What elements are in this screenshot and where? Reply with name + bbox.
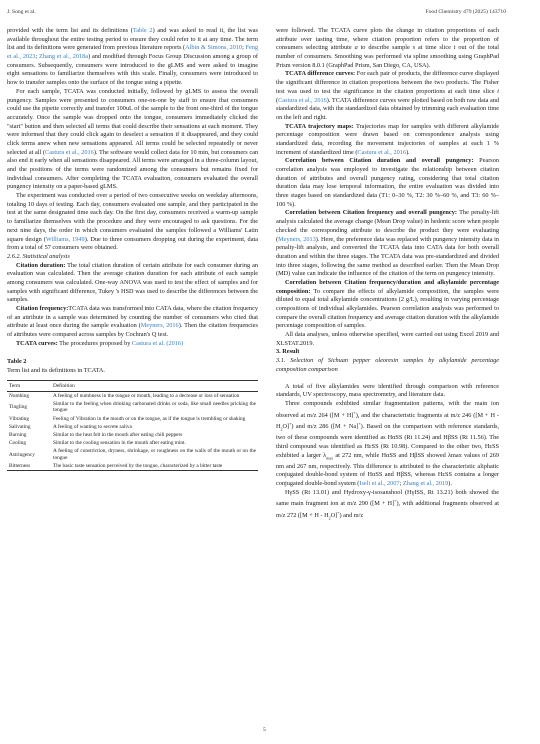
run-in-heading: TCATA difference curves: [285,70,356,78]
running-header-author: J. Song et al. [7,9,36,15]
paragraph: The experiment was conducted over a period of two consecutive weeks on weekday afternoons, totaling 10 days of testing. Each day, consumers evaluated one sample, and they participated in the test at the same designated time each day. On the first day, consumers received a warm-up sample to familiarize themselves with the procedure and they were encouraged to ask questions. For the next nine days, the order in which consumers evaluated the samples followed a Williams' Latin square design (Williams, 1949). Due to three consumers dropping out during the experiment, data from a total of 57 consumers were obtained. [7,192,258,252]
definition-cell: A feeling of wanting to secrete saliva [53,423,132,430]
term-cell: Burning [9,432,27,439]
citation-link[interactable]: Williams, 1949 [45,235,85,243]
paragraph [7,262,258,305]
citation-link[interactable]: Meyners, 2013 [278,235,316,243]
paragraph-body: Trajectories map for samples with different alkylamide percentage composition were drawn based on correspondence analysis using standardized data, recording the movement trajectories of samples at each 1 % increment of standardized time (Castura et al., 2016). [276,122,499,156]
citation-link[interactable]: Zhang et al., 2018a [39,53,89,61]
paragraph: All data analyses, unless otherwise specified, were carried out using Excel 2019 and XLSTAT.2019. [276,331,499,347]
superscript: + [337,510,340,516]
paragraph-body: To compare the effects of alkylamide composition, the samples were diluted to equal total alkylamide concentrations (2 g/L), resulting in varying percentage compositions of individual alkylamides. Pearson correlation analysis was performed to compare the overall citation frequency and average citation duration with the alkylamide percentage composition of samples. [276,287,499,330]
run-in-heading: Correlation between Citation frequency/duration and alkylamide percentage composition: [276,278,499,295]
left-column [7,27,258,471]
paragraph: A total of five alkylamides were identified through comparison with reference standards, UV spectroscopy, mass spectrometry, and literature data. [276,382,499,399]
paragraph: provided with the term list and its definitions (Table 2) and was asked to read it, the list was available throughout the entire testing period to ensure they could refer to it at any time. The term list and its definitions were generated from previous literature reports (Albin & Simons, 2010; Feng et al., 2023; Zhang et al., 2018a) and modified through Focus Group Discussion among a group of consumers. Subsequently, consumers were introduced to the gLMS and were asked to imagine eight sensations to familiarize themselves with this scale. Finally, consumers were introduced to how to transfer samples onto the surface of the tongue using a pipette. [7,27,259,87]
paragraph: Three compounds exhibited similar fragmentation patterns, with the main ion observed at m/z 264 ([M + H]+), and the characteristic fragments at m/z 246 $([M + H - H_2O]^+)$ and m/z 286 ([M + Na]+). Based on the comparison with reference standards, two of these compounds were identified as HαSS (Rt 11.24) and HβSS (Rt 11.56). The third compound was identified as HεSS (Rt 10.98). Compared to the other two, HεSS exhibited a larger $\lambda_{max}$ at 272 nm, while HαSS and HβSS showed λmax values of 269 nm and 267 nm, respectively. This difference is attributed to the characteristic aliphatic conjugated double-bond system of HαSS and HβSS, whereas HεSS contains a longer conjugated double-bond system (Iseli et al., 2007; Zhang et al., 2019). [276,399,499,488]
paragraph-body: The penalty-lift analysis calculated the average change (Mean Drop value) in hedonic score when people checked the corresponding attribute to describe the product they were evaluating (Meyners, 2013). Here, the preference data was replaced with pungency intensity data in penalty-lift analysis, and converted the TCATA data into CATA data for both overall duration and within the three stages. The TCATA data was pre-standardized and divided into three stages, following the same method as described earlier. Then the Mean Drop (MD) value can indicate the influence of the citation of the term on pungency intensity. [276,209,499,278]
citation-link[interactable]: Albin & Simons, 2010 [185,44,243,52]
column-header-term: Term [7,380,51,391]
superscript: + [394,498,397,504]
paragraph [276,209,499,279]
definition-cell: Similar to the cooling sensation in the mouth after eating mint. [53,440,186,447]
definition-cell: The basic taste sensation perceived by the tongue, characterized by a bitter taste [51,462,258,471]
paragraph [276,157,499,209]
subscript: 2 [328,515,331,521]
italic-variable: s [412,44,416,52]
italic-variable: t [497,87,499,95]
term-cell: Salivating [9,423,31,430]
citation-link[interactable]: Castura et al., 2016 [278,96,327,104]
citation-link[interactable]: Zhang et al., 2019 [402,480,449,488]
paragraph: HγSS (Rt 13.01) and Hydroxy-γ-isosanshool (HγISS, Rt 13.21) both showed the same main fragment ion at m/z 290 ([M + H]+), with additional fragments observed at m/z 272 $([M + H - H_2O]^+)$ and m/z [276,488,500,521]
definition-cell: A feeling of numbness in the tongue or mouth, leading to a decrease or loss of sensation [53,393,240,400]
term-cell: Tingling [9,404,28,411]
definition-cell: Feeling of Vibration in the mouth or on the tongue, as if the tongue is trembling or shaking [53,415,246,422]
table-row [7,439,258,447]
table-label: Table 2 [7,358,27,366]
run-in-heading: Correlation between Citation frequency and overall pungency: [285,209,457,217]
paragraph [276,123,499,158]
section-heading: 3. Result [276,348,300,356]
definition-cell: Similar to the heat felt in the mouth after eating chili peppers [53,432,183,439]
term-cell: Cooling [9,440,27,447]
citation-link[interactable]: Castura et al., 2016 [45,148,94,156]
subscript: 2 [280,426,283,432]
paragraph-body: Pearson correlation analysis was employed to investigate the relationship between citation duration of attributes and overall pungency rating, considering that total citation duration data may lose temporal information, the entire evaluation was divided into three stages based on standardized data (T1: 0–30 %, T2: 30 %–60 %, and T3: 60 %–100 %). [276,157,499,208]
run-in-heading: Citation duration: [16,261,66,269]
table-title: Term list and its definitions in TCATA. [7,367,105,375]
paragraph-body: TCATA data was transformed into CATA data, where the citation frequency of an attribute in a sample was determined by counting the number of consumers who cited that attribute at least once during the sample evaluation (Meyners, 2016). Then the citation frequencies of attributes were compared across samples by Cochran's Q test. [7,305,259,339]
run-in-heading: TCATA curves: [16,339,58,347]
citation-link[interactable]: Feng et al., 2023 [7,44,258,61]
right-column [276,27,499,523]
table-row [7,423,258,431]
term-definition-table [7,380,258,471]
table-row [7,447,258,461]
table-header-row [7,380,258,391]
table-row [7,400,258,414]
table-row [7,415,258,423]
superscript: + [289,421,292,427]
run-in-heading: TCATA trajectory maps: [285,122,354,130]
paragraph: were followed. The TCATA curve plots the change in citation proportions of each attribute over tasting time, where citation proportion refers to the proportion of consumers selecting attribute a to describe sample s at time slice t out of the total number of consumers. Smoothing was performed via spline smoothing using GraphPad Prism version 8.0.1 (GraphPad Prism, San Diego, CA, USA). [276,27,500,69]
run-in-heading: Correlation between Citation duration and overall pungency: [285,157,474,165]
term-cell: Vibrating [9,415,29,422]
paragraph [7,305,258,340]
term-cell: Numbing [9,393,30,400]
italic-variable: t [453,44,456,52]
column-header-definition: Definition [51,380,258,391]
subsection-heading: 2.6.2. Statistical analysis [7,252,70,260]
definition-cell: Similar to the feeling when drinking carbonated drinks or soda, like small needles pricking the tongue [53,401,256,414]
page-number: 5 [263,727,266,733]
citation-link[interactable]: Castura et al. (2016) [131,339,184,347]
citation-link[interactable]: Table 2 [132,27,153,34]
paragraph [276,70,499,122]
superscript: + [353,409,356,415]
citation-link[interactable]: Iseli et al., 2007 [359,480,400,488]
paragraph [7,340,258,349]
subscript: max [326,455,334,460]
table-row [7,392,258,401]
table-row [7,431,258,439]
paragraph: For each sample, TCATA was conducted initially, followed by gLMS to assess the overall pungency. Samples were presented to consumers one-on-one by staff to ensure that consumers could use the pipette correctly and transfer 100uL of the sample to the front one-third of the tongue accurately. Once the sample was dropped onto the tongue, consumers immediately clicked the "start" button and then selected all terms that could describe their sensations at each moment. They were informed that they could click again to deselect a sensation if it disappeared, and they could click terms anew when new sensations appeared. All terms could be selected repeatedly or never selected at all (Castura et al., 2016). The software would collect data for 10 min, but consumers can also end it early when all sensations disappeared. All terms were arranged in a three-column layout, and the positions of the terms were randomized among the consumers but remains fixed for individual consumers. After completing the TCATA evaluation, consumers evaluated the overall pungency intensity on a paper-based gLMS. [7,87,259,191]
table-caption [7,358,258,375]
paragraph [276,279,499,331]
superscript: + [358,421,361,427]
running-header-journal: Food Chemistry 479 (2025) 143710 [425,9,506,15]
definition-cell: A feeling of constriction, dryness, shrinkage, or roughness on the walls of the mouth or on the tongue [53,448,256,461]
citation-link[interactable]: Castura et al., 2016 [357,148,406,156]
table-row [7,462,258,471]
term-cell: Bitterness [7,462,51,471]
run-in-heading: Citation frequency: [16,305,69,312]
citation-link[interactable]: Meyners, 2016 [140,322,179,330]
term-cell: Astringency [9,451,35,458]
subsection-heading: 3.1. Selection of Sichuan pepper oleoresin samples by alkylamide percentage composition comparison [276,357,499,373]
paragraph-body: For each pair of products, the difference curve displayed the significant difference in citation proportions between the two products. The Fisher test was used to test the significance in the citation proportions at each time slice t (Castura et al., 2016). TCATA difference curves were plotted based on both raw data and standardized data, with the standardized data obtained by trimming each evaluation time on the left and right. [276,70,500,121]
paragraph-body: The total citation duration of certain attribute for each consumer during an evaluation was calculated. Then the average citation duration for each attribute of each sample among consumers was calculated. One-way ANOVA was used to test the effect of samples and for samples with significant difference, Tukey 's HSD was used to describe the differences between the samples. [7,261,258,304]
italic-variable: a [354,44,358,52]
paragraph-body: The procedures proposed by Castura et al. (2016) [57,339,184,347]
